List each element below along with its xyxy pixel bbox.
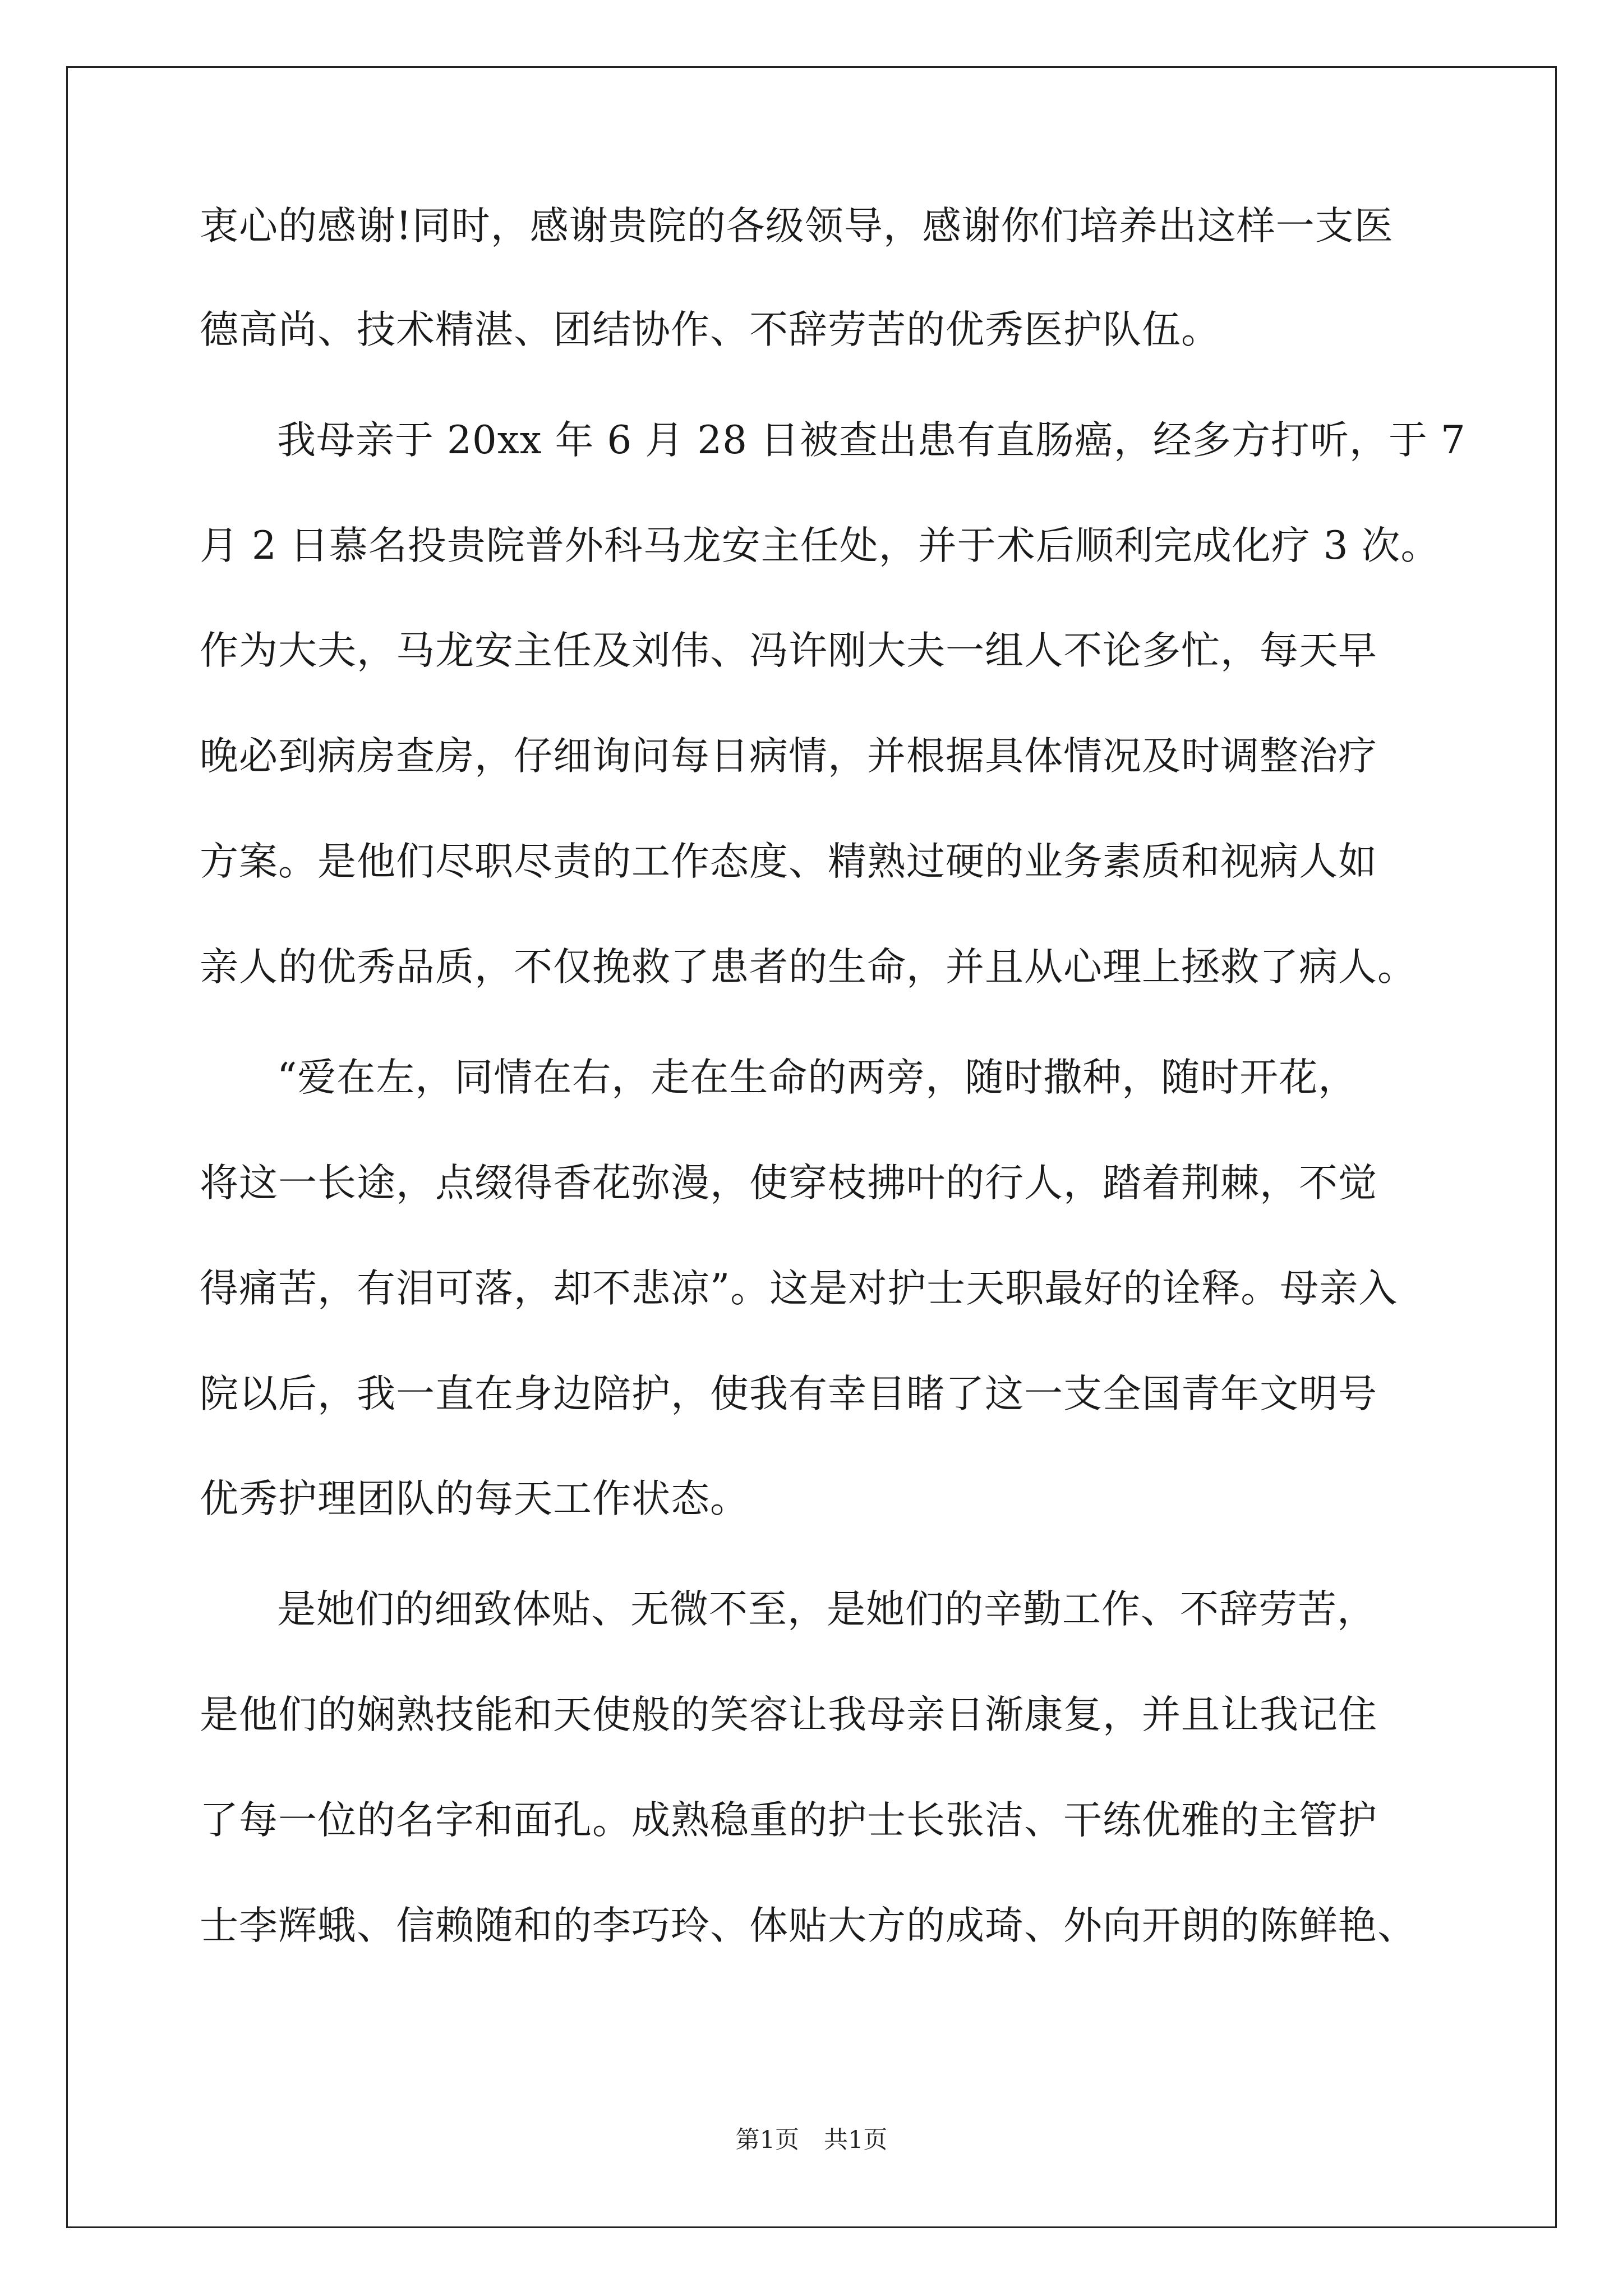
text-line: 得痛苦，有泪可落，却不悲凉”。这是对护士天职最好的诠释。母亲入: [200, 1266, 1398, 1311]
text-line: 优秀护理团队的每天工作状态。: [200, 1476, 749, 1521]
text-line: 衷心的感谢!同时，感谢贵院的各级领导，感谢你们培养出这样一支医: [200, 204, 1394, 249]
text-line: 院以后，我一直在身边陪护，使我有幸目睹了这一支全国青年文明号: [200, 1372, 1377, 1416]
text-line: 了每一位的名字和面孔。成熟稳重的护士长张洁、干练优雅的主管护: [200, 1798, 1377, 1843]
page-number: 第1页: [735, 2126, 799, 2154]
paragraph-first-line: 我母亲于 20xx 年 6 月 28 日被查出患有直肠癌，经多方打听，于 7: [277, 418, 1466, 463]
text-line: 方案。是他们尽职尽责的工作态度、精熟过硬的业务素质和视病人如: [200, 839, 1377, 884]
page-total: 共1页: [824, 2126, 888, 2154]
text-line: 作为大夫，马龙安主任及刘伟、冯许刚大夫一组人不论多忙，每天早: [200, 628, 1377, 673]
text-line: 亲人的优秀品质，不仅挽救了患者的生命，并且从心理上拯救了病人。: [200, 945, 1417, 990]
paragraph-first-line: 是她们的细致体贴、无微不至，是她们的辛勤工作、不辞劳苦，: [277, 1587, 1376, 1632]
text-line: 将这一长途，点缀得香花弥漫，使穿枝拂叶的行人，踏着荆棘，不觉: [200, 1161, 1377, 1205]
text-line: 晚必到病房查房，仔细询问每日病情，并根据具体情况及时调整治疗: [200, 734, 1377, 779]
page-footer: [0, 2123, 1623, 2157]
paragraph-first-line: “爱在左，同情在右，走在生命的两旁，随时撒种，随时开花，: [277, 1055, 1358, 1100]
text-line: 月 2 日慕名投贵院普外科马龙安主任处，并于术后顺利完成化疗 3 次。: [200, 523, 1440, 568]
text-line: 士李辉蛾、信赖随和的李巧玲、体贴大方的成琦、外向开朗的陈鲜艳、: [200, 1903, 1417, 1948]
text-line: 是他们的娴熟技能和天使般的笑容让我母亲日渐康复，并且让我记住: [200, 1692, 1377, 1737]
text-line: 德高尚、技术精湛、团结协作、不辞劳苦的优秀医护队伍。: [200, 307, 1220, 352]
